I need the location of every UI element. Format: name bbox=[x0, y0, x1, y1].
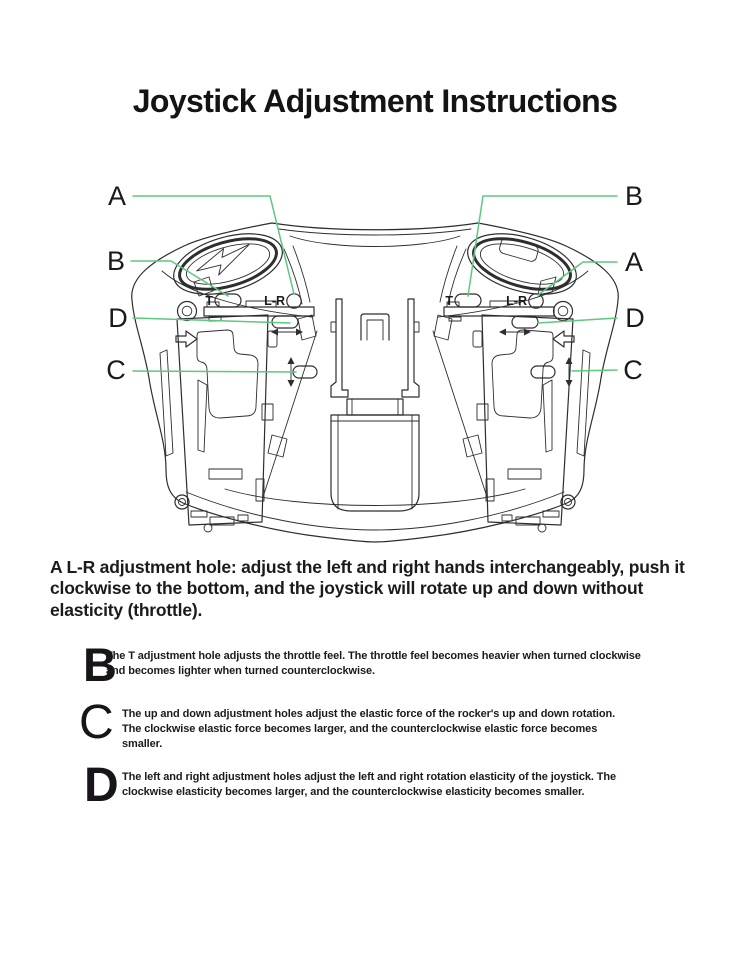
leader-right-c bbox=[572, 370, 617, 371]
battery-box bbox=[331, 415, 419, 511]
section-d-letter: D bbox=[84, 759, 119, 812]
right-top-screw bbox=[554, 302, 573, 321]
left-right-arrow-icon bbox=[176, 331, 197, 347]
label-right-d: D bbox=[625, 303, 645, 333]
section-c-letter: C bbox=[79, 696, 114, 749]
leader-left-c bbox=[133, 371, 296, 372]
t-label-left: T bbox=[205, 294, 213, 308]
lr-label-left: L-R bbox=[264, 294, 285, 308]
right-horizontal-arrow-icon bbox=[499, 329, 531, 336]
right-grip-recess bbox=[461, 223, 584, 306]
label-left-b: B bbox=[106, 246, 126, 276]
section-c-text: The up and down adjustment holes adjust the elastic force of the rocker's up and down rotation. The clockwise elastic force becomes larger, and the counterclockwise elastic force becomes smaller. bbox=[122, 708, 616, 751]
lr-hole-right bbox=[529, 294, 543, 308]
left-horizontal-arrow-icon bbox=[271, 329, 303, 336]
section-b-letter: B bbox=[83, 638, 117, 691]
label-left-c: C bbox=[106, 355, 126, 385]
lr-label-right: L-R bbox=[506, 294, 527, 308]
label-left-d: D bbox=[108, 303, 128, 333]
center-battery-bay bbox=[331, 299, 419, 511]
t-label-right: T bbox=[445, 294, 453, 308]
callout-letters bbox=[106, 181, 645, 385]
leader-left-d bbox=[133, 318, 290, 323]
section-a-text: A L-R adjustment hole: adjust the left and right hands interchangeably, push it clockwise to the bottom, and the joystick will rotate up and down without elasticity (throttle). bbox=[50, 557, 685, 620]
leader-right-d bbox=[538, 318, 617, 323]
controller-diagram bbox=[0, 140, 750, 560]
label-right-a: A bbox=[624, 247, 644, 277]
left-battery-panel bbox=[175, 315, 317, 532]
section-d-text: The left and right adjustment holes adjust the left and right rotation elasticity of the joystick. The clockwise elasticity becomes larger, and the counterclockwise elasticity becomes smaller. bbox=[122, 771, 617, 799]
right-battery-panel bbox=[433, 315, 575, 532]
label-right-c: C bbox=[623, 355, 643, 385]
left-top-screw bbox=[178, 302, 197, 321]
left-latch-bar bbox=[204, 307, 314, 316]
left-grip-recess bbox=[167, 223, 290, 306]
label-left-a: A bbox=[107, 181, 127, 211]
controller-body-outline bbox=[132, 223, 619, 542]
label-right-b: B bbox=[624, 181, 644, 211]
right-left-arrow-icon bbox=[553, 331, 574, 347]
section-b-text: The T adjustment hole adjusts the throttle feel. The throttle feel becomes heavier when turned clockwise and becomes lighter when turned counterclockwise. bbox=[106, 650, 641, 678]
lr-hole-left bbox=[287, 294, 301, 308]
page-title: Joystick Adjustment Instructions bbox=[132, 83, 618, 119]
